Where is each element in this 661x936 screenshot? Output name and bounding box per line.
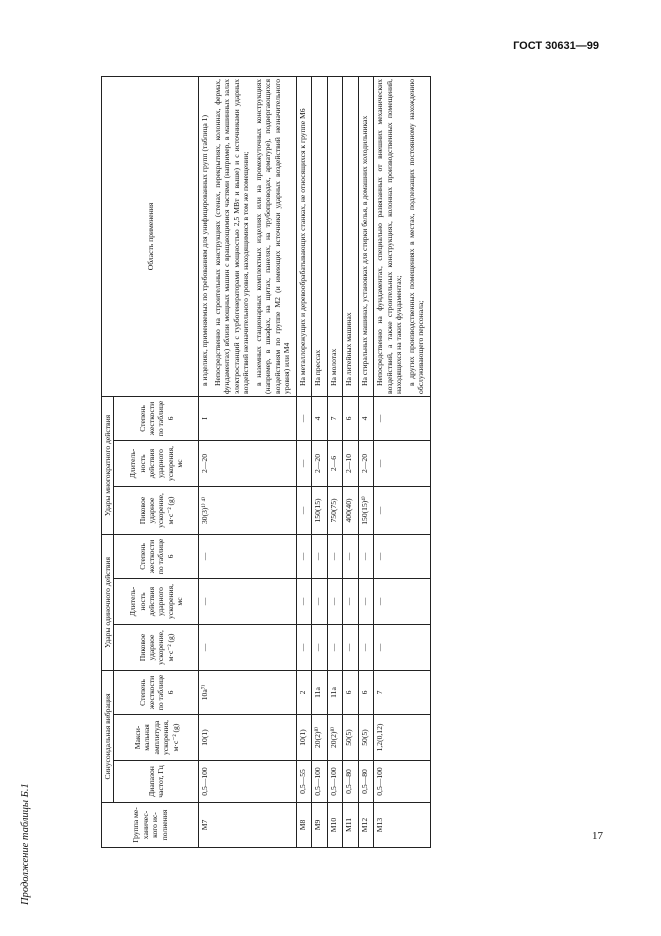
application-paragraph: На прессах: [313, 349, 323, 386]
cell-peak3: —: [296, 486, 311, 534]
cell-rig1: 7: [374, 670, 430, 714]
application-paragraph: На металлорежущих и деревообрабатывающих станках, не относящихся к группе М6: [297, 108, 307, 386]
cell-rig2: —: [327, 534, 342, 578]
cell-peak3: 400(40): [343, 486, 358, 534]
header-single-shock: Удары одиночного действия: [102, 534, 114, 670]
header-peak-2: Пиковое ударное ускорение, м·с⁻² (g): [114, 624, 199, 670]
table-continuation-caption: Продолжение таблицы Б.1: [20, 783, 31, 905]
header-rigidity-1: Степень жесткости по таблице 6: [114, 670, 199, 714]
cell-peak3: —: [374, 486, 430, 534]
cell-rig3: —: [296, 396, 311, 440]
cell-application-area: [199, 76, 296, 396]
cell-dur2: —: [374, 578, 430, 624]
cell-dur3: 2—10: [343, 440, 358, 486]
application-paragraph: в наземных стационарных комплектных изделиях или на промежуточных конструкциях (например, в шкафах, на щитах, панелях, на трубопроводах, арматуре), подвергающихся воздействиям по группе М2 (и имеющих источники ударных воздействий незначительного уровня) или М4: [253, 78, 292, 394]
page-number: 17: [592, 830, 603, 842]
cell-rig1: 6: [343, 670, 358, 714]
cell-amp: 1,2(0,12): [374, 715, 430, 761]
header-rigidity-2: Степень жесткости по таблице 6: [114, 534, 199, 578]
standard-header: ГОСТ 30631—99: [513, 40, 599, 52]
cell-dur2: —: [296, 578, 311, 624]
cell-rig1: 10а⁷⁾: [199, 670, 296, 714]
cell-freq: 0,5—80: [343, 761, 358, 803]
table-row: [343, 76, 358, 847]
cell-application-area: [312, 76, 327, 396]
cell-rig1: 6: [358, 670, 373, 714]
header-sine-vibration: Синусоидальная вибрация: [102, 670, 114, 802]
cell-dur2: —: [312, 578, 327, 624]
header-multi-shock: Удары многократного действия: [102, 396, 114, 534]
table-body: [199, 76, 430, 847]
cell-peak2: —: [296, 624, 311, 670]
specification-table: [101, 76, 431, 848]
cell-rig3: 6: [343, 396, 358, 440]
cell-group: М9: [312, 803, 327, 848]
cell-dur3: 2—20: [358, 440, 373, 486]
cell-dur3: —: [374, 440, 430, 486]
cell-peak2: —: [327, 624, 342, 670]
cell-dur3: —: [296, 440, 311, 486]
cell-group: М10: [327, 803, 342, 848]
rotated-table-container: [101, 77, 604, 848]
header-duration-2: Длитель-ность действия ударного ускорения, мс: [114, 578, 199, 624]
cell-freq: 0,5—55: [296, 761, 311, 803]
cell-rig3: —: [374, 396, 430, 440]
cell-application-area: [374, 76, 430, 396]
cell-application-area: [296, 76, 311, 396]
cell-application-area: [358, 76, 373, 396]
cell-freq: 0,5—80: [358, 761, 373, 803]
cell-freq: 0,5—100: [312, 761, 327, 803]
cell-amp: 50(5): [358, 715, 373, 761]
cell-rig3: 7: [327, 396, 342, 440]
cell-rig1: 11а: [312, 670, 327, 714]
header-group: Группа ме-ханичес-кого ис-полнения: [102, 803, 199, 848]
cell-freq: 0,5—100: [199, 761, 296, 803]
cell-group: М8: [296, 803, 311, 848]
header-rigidity-3: Степень жесткости по таблице 6: [114, 396, 199, 440]
cell-rig1: 11а: [327, 670, 342, 714]
cell-group: М7: [199, 803, 296, 848]
cell-amp: 50(5): [343, 715, 358, 761]
cell-rig3: 4: [312, 396, 327, 440]
cell-peak2: —: [343, 624, 358, 670]
header-amplitude: Макси-мальная амплитуда ускорения, м·с⁻² (g): [114, 715, 199, 761]
cell-group: М13: [374, 803, 430, 848]
cell-rig2: —: [374, 534, 430, 578]
application-paragraph: Непосредственно на строительных конструкциях (стенах, перекрытиях, колоннах, фермах, фундаментах) вблизи мощных машин с вращающимися частями (например, в машинных залах электростанций с турбогенераторами мощностью 2,5 МВт и выше) и с источниками ударных воздействий незначительного уровня, находящимися в том же помещении;: [212, 78, 251, 394]
table-row: [296, 76, 311, 847]
cell-rig2: —: [312, 534, 327, 578]
cell-dur2: —: [327, 578, 342, 624]
table-row: [312, 76, 327, 847]
table-row: [358, 76, 373, 847]
cell-dur3: 2—6: [327, 440, 342, 486]
header-duration-3: Длитель-ность действия ударного ускорения, мс: [114, 440, 199, 486]
cell-dur3: 2—20: [312, 440, 327, 486]
cell-rig2: —: [358, 534, 373, 578]
table-row: [199, 76, 296, 847]
cell-group: М12: [358, 803, 373, 848]
cell-amp: 10(1): [199, 715, 296, 761]
header-peak-3: Пиковое ударное ускорение, м·с⁻² (g): [114, 486, 199, 534]
cell-group: М11: [343, 803, 358, 848]
cell-peak2: —: [358, 624, 373, 670]
table-row: [374, 76, 430, 847]
application-paragraph: На стиральных машинах, установках для стирки белья, в домашних холодильниках: [359, 115, 369, 386]
cell-rig2: —: [296, 534, 311, 578]
cell-dur2: —: [199, 578, 296, 624]
header-area: Область применения: [102, 76, 199, 396]
cell-peak3: 30(3)¹⁾ ⁴⁾: [199, 486, 296, 534]
cell-peak2: —: [374, 624, 430, 670]
cell-dur2: —: [343, 578, 358, 624]
cell-dur2: —: [358, 578, 373, 624]
cell-amp: 10(1): [296, 715, 311, 761]
cell-freq: 0,5—100: [374, 761, 430, 803]
cell-peak3: 150(15): [312, 486, 327, 534]
cell-rig2: —: [199, 534, 296, 578]
cell-rig3: I: [199, 396, 296, 440]
header-frequency: Диапазон частот, Гц: [114, 761, 199, 803]
cell-amp: 20(2)⁸⁾: [327, 715, 342, 761]
application-paragraph: На литейных машинах: [344, 312, 354, 386]
cell-peak3: 150(15)⁴⁾: [358, 486, 373, 534]
cell-freq: 0,5—100: [327, 761, 342, 803]
application-paragraph: в других производственных помещениях в местах, подлежащих постоянному нахождению обслуживающего персонала;: [406, 78, 426, 394]
cell-application-area: [343, 76, 358, 396]
cell-dur3: 2—20: [199, 440, 296, 486]
table-row: [327, 76, 342, 847]
cell-amp: 20(2)⁸⁾: [312, 715, 327, 761]
application-paragraph: На молотах: [328, 348, 338, 386]
cell-peak2: —: [312, 624, 327, 670]
cell-peak3: 750(75): [327, 486, 342, 534]
cell-rig1: 2: [296, 670, 311, 714]
cell-rig3: 4: [358, 396, 373, 440]
cell-rig2: —: [343, 534, 358, 578]
cell-application-area: [327, 76, 342, 396]
application-paragraph: в изделиях, применяемых по требованиям для унифицированных групп (таблица 1): [200, 114, 210, 386]
application-paragraph: Непосредственно на фундаментах, специально развязанных от внешних механических воздействий, а также строительных конструкциях, колоннах производственных помещений, находящихся на таких фундаментах;: [375, 78, 404, 394]
cell-peak2: —: [199, 624, 296, 670]
